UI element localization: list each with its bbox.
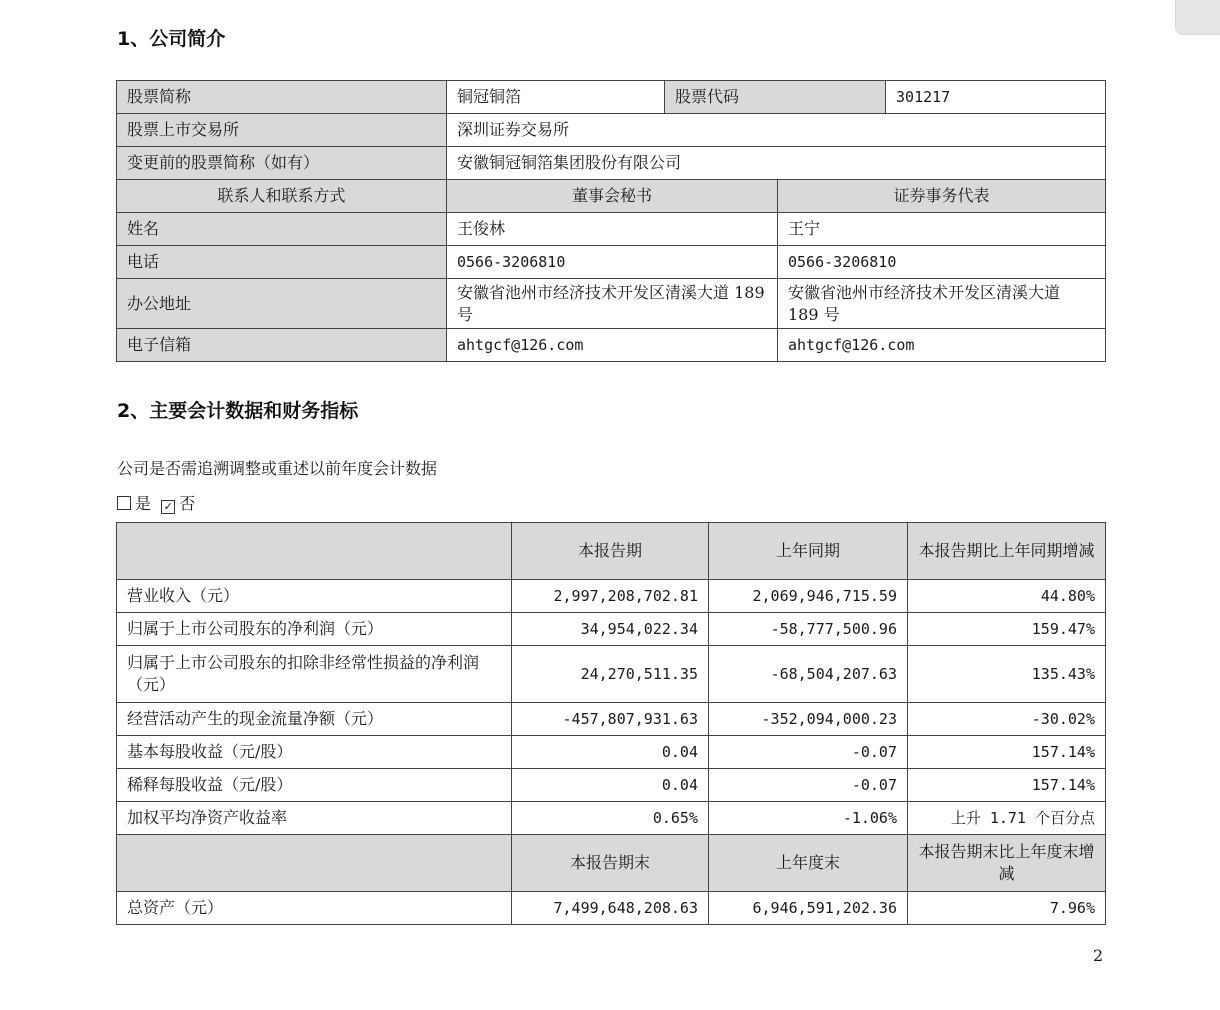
value-cell: 6,946,591,202.36 bbox=[709, 892, 908, 925]
column-header: 上年度末 bbox=[709, 835, 908, 892]
address-rep: 安徽省池州市经济技术开发区清溪大道 189 号 bbox=[778, 279, 1106, 329]
table-row bbox=[117, 892, 1106, 925]
option-no-label: 否 bbox=[179, 494, 196, 513]
table-row bbox=[117, 81, 1106, 114]
email-rep: ahtgcf@126.com bbox=[778, 329, 1106, 362]
value-cell: 上升 1.71 个百分点 bbox=[908, 802, 1106, 835]
stock-code-label: 股票代码 bbox=[665, 81, 886, 114]
restatement-question: 公司是否需追溯调整或重述以前年度会计数据 bbox=[117, 459, 438, 478]
value-cell: 159.47% bbox=[908, 613, 1106, 646]
company-profile-table bbox=[116, 80, 1106, 362]
column-header: 本报告期 bbox=[512, 523, 709, 580]
stock-code-value: 301217 bbox=[886, 81, 1106, 114]
value-cell: -0.07 bbox=[709, 736, 908, 769]
table-row bbox=[117, 580, 1106, 613]
value-cell: 24,270,511.35 bbox=[512, 646, 709, 703]
value-cell: 0.04 bbox=[512, 769, 709, 802]
phone-label: 电话 bbox=[117, 246, 447, 279]
secretary-header: 董事会秘书 bbox=[447, 180, 778, 213]
table-row bbox=[117, 114, 1106, 147]
option-yes-label: 是 bbox=[135, 494, 152, 513]
table-row bbox=[117, 329, 1106, 362]
table-row bbox=[117, 703, 1106, 736]
value-cell: 157.14% bbox=[908, 736, 1106, 769]
value-cell: 157.14% bbox=[908, 769, 1106, 802]
corner-tab[interactable] bbox=[1175, 0, 1220, 35]
former-name-label: 变更前的股票简称（如有） bbox=[117, 147, 447, 180]
row-label: 归属于上市公司股东的扣除非经常性损益的净利润（元） bbox=[117, 646, 512, 703]
column-header: 本报告期末 bbox=[512, 835, 709, 892]
value-cell: 7,499,648,208.63 bbox=[512, 892, 709, 925]
row-label: 经营活动产生的现金流量净额（元） bbox=[117, 703, 512, 736]
column-header: 本报告期比上年同期增减 bbox=[908, 523, 1106, 580]
table-row bbox=[117, 246, 1106, 279]
rep-header: 证券事务代表 bbox=[778, 180, 1106, 213]
column-header: 本报告期末比上年度末增减 bbox=[908, 835, 1106, 892]
value-cell: 34,954,022.34 bbox=[512, 613, 709, 646]
page-number: 2 bbox=[1093, 946, 1104, 965]
value-cell: 0.04 bbox=[512, 736, 709, 769]
table-row bbox=[117, 180, 1106, 213]
table-row bbox=[117, 802, 1106, 835]
row-label: 总资产（元） bbox=[117, 892, 512, 925]
value-cell: 2,069,946,715.59 bbox=[709, 580, 908, 613]
phone-secretary: 0566-3206810 bbox=[447, 246, 778, 279]
section1-title: 1、公司简介 bbox=[117, 28, 226, 50]
column-header bbox=[117, 835, 512, 892]
row-label: 加权平均净资产收益率 bbox=[117, 802, 512, 835]
email-secretary: ahtgcf@126.com bbox=[447, 329, 778, 362]
stock-abbr-label: 股票简称 bbox=[117, 81, 447, 114]
checkbox-no[interactable]: ✓ bbox=[161, 500, 175, 514]
value-cell: 7.96% bbox=[908, 892, 1106, 925]
table-row bbox=[117, 736, 1106, 769]
financial-data-table bbox=[116, 522, 1106, 925]
contact-header: 联系人和联系方式 bbox=[117, 180, 447, 213]
value-cell: -68,504,207.63 bbox=[709, 646, 908, 703]
section2-title: 2、主要会计数据和财务指标 bbox=[117, 400, 359, 422]
address-secretary: 安徽省池州市经济技术开发区清溪大道 189 号 bbox=[447, 279, 778, 329]
value-cell: -352,094,000.23 bbox=[709, 703, 908, 736]
stock-abbr-value: 铜冠铜箔 bbox=[447, 81, 665, 114]
row-label: 基本每股收益（元/股） bbox=[117, 736, 512, 769]
row-label: 营业收入（元） bbox=[117, 580, 512, 613]
value-cell: -1.06% bbox=[709, 802, 908, 835]
value-cell: 0.65% bbox=[512, 802, 709, 835]
address-label: 办公地址 bbox=[117, 279, 447, 329]
name-rep: 王宁 bbox=[778, 213, 1106, 246]
table-row bbox=[117, 213, 1106, 246]
table-row bbox=[117, 613, 1106, 646]
phone-rep: 0566-3206810 bbox=[778, 246, 1106, 279]
row-label: 稀释每股收益（元/股） bbox=[117, 769, 512, 802]
value-cell: -0.07 bbox=[709, 769, 908, 802]
value-cell: -30.02% bbox=[908, 703, 1106, 736]
table-row bbox=[117, 279, 1106, 329]
table-row bbox=[117, 147, 1106, 180]
value-cell: 135.43% bbox=[908, 646, 1106, 703]
email-label: 电子信箱 bbox=[117, 329, 447, 362]
column-header bbox=[117, 523, 512, 580]
restatement-options bbox=[117, 491, 195, 514]
header-row bbox=[117, 835, 1106, 892]
header-row bbox=[117, 523, 1106, 580]
exchange-value: 深圳证券交易所 bbox=[447, 114, 1106, 147]
value-cell: 2,997,208,702.81 bbox=[512, 580, 709, 613]
checkbox-yes[interactable] bbox=[117, 496, 131, 510]
former-name-value: 安徽铜冠铜箔集团股份有限公司 bbox=[447, 147, 1106, 180]
column-header: 上年同期 bbox=[709, 523, 908, 580]
value-cell: 44.80% bbox=[908, 580, 1106, 613]
value-cell: -58,777,500.96 bbox=[709, 613, 908, 646]
exchange-label: 股票上市交易所 bbox=[117, 114, 447, 147]
name-label: 姓名 bbox=[117, 213, 447, 246]
table-row bbox=[117, 769, 1106, 802]
value-cell: -457,807,931.63 bbox=[512, 703, 709, 736]
row-label: 归属于上市公司股东的净利润（元） bbox=[117, 613, 512, 646]
table-row bbox=[117, 646, 1106, 703]
name-secretary: 王俊林 bbox=[447, 213, 778, 246]
